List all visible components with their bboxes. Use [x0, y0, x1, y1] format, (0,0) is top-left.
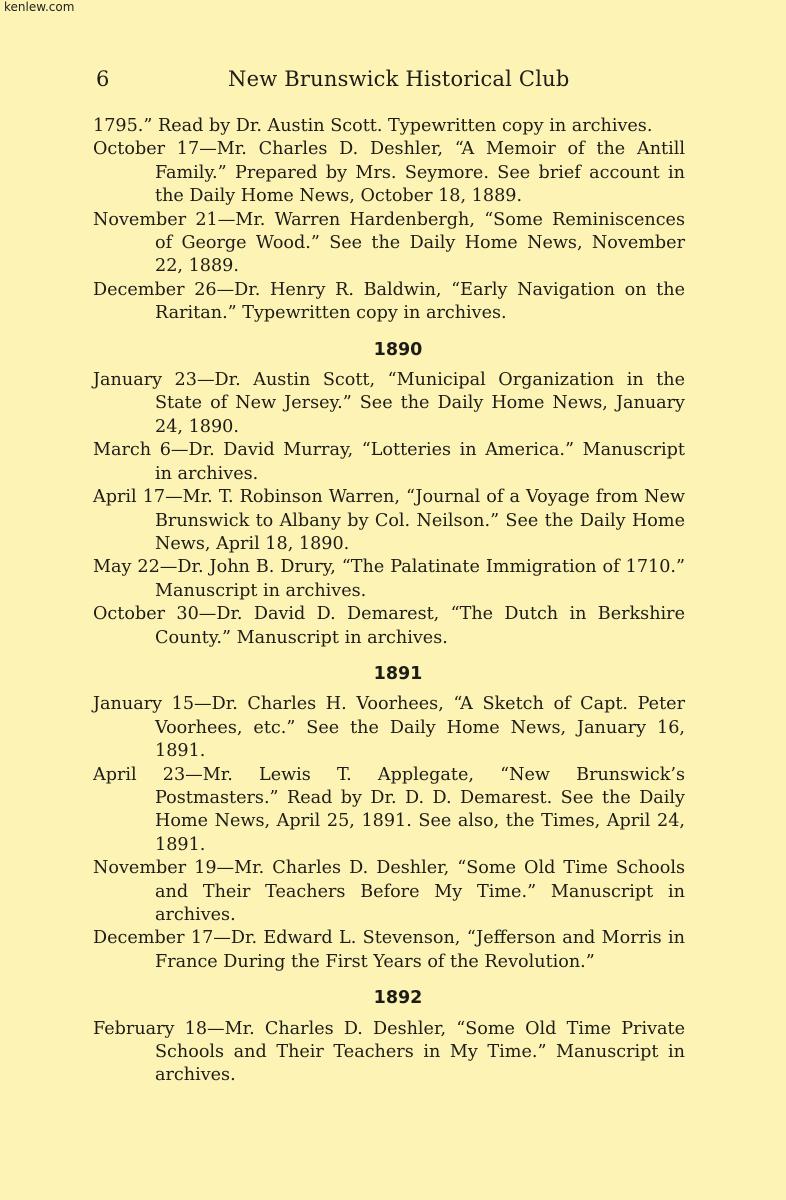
running-title: New Brunswick Historical Club — [228, 67, 570, 91]
list-item: October 30—Dr. David D. Demarest, “The Dutch in Berkshire County.” Manuscript in archives. — [93, 604, 685, 648]
list-item: April 23—Mr. Lewis T. Applegate, “New Brunswick’s Postmasters.” Read by Dr. D. D. Demarest. See the Daily Home News, April 25, 1891. See also, the Times, April 24, 1891. — [93, 764, 685, 855]
list-item: January 15—Dr. Charles H. Voorhees, “A Sketch of Capt. Peter Voorhees, etc.” See the Daily Home News, January 16, 1891. — [93, 694, 685, 762]
list-item: March 6—Dr. David Murray, “Lotteries in America.” Manuscript in archives. — [93, 440, 685, 484]
year-heading: 1890 — [373, 339, 423, 360]
list-item: February 18—Mr. Charles D. Deshler, “Some Old Time Private Schools and Their Teachers in My Time.” Manuscript in archives. — [93, 1018, 685, 1086]
page-number: 6 — [96, 67, 110, 91]
list-item: January 23—Dr. Austin Scott, “Municipal Organization in the State of New Jersey.” See the Daily Home News, January 24, 1890. — [93, 370, 685, 437]
list-item: October 17—Mr. Charles D. Deshler, “A Memoir of the Antill Family.” Prepared by Mrs. Seymore. See brief account in the Daily Home News, October 18, 1889. — [93, 139, 685, 207]
list-item: 1795.” Read by Dr. Austin Scott. Typewritten copy in archives. — [93, 116, 653, 136]
list-item: December 26—Dr. Henry R. Baldwin, “Early Navigation on the Raritan.” Typewritten copy in archives. — [93, 279, 685, 324]
watermark: kenlew.com — [4, 0, 75, 14]
list-item: April 17—Mr. T. Robinson Warren, “Journal of a Voyage from New Brunswick to Albany by Col. Neilson.” See the Daily Home News, April 18, 1890. — [93, 487, 685, 554]
year-heading: 1892 — [373, 988, 423, 1009]
list-item: May 22—Dr. John B. Drury, “The Palatinate Immigration of 1710.” Manuscript in archives. — [93, 557, 685, 601]
list-item: November 21—Mr. Warren Hardenbergh, “Some Reminiscences of George Wood.” See the Daily Home News, November 22, 1889. — [93, 209, 685, 277]
list-item: December 17—Dr. Edward L. Stevenson, “Jefferson and Morris in France During the First Years of the Revolution.” — [93, 928, 685, 972]
list-item: November 19—Mr. Charles D. Deshler, “Some Old Time Schools and Their Teachers Before My Time.” Manuscript in archives. — [93, 858, 685, 925]
page-header — [96, 67, 686, 99]
page-content — [93, 115, 685, 1088]
year-heading: 1891 — [373, 663, 423, 684]
